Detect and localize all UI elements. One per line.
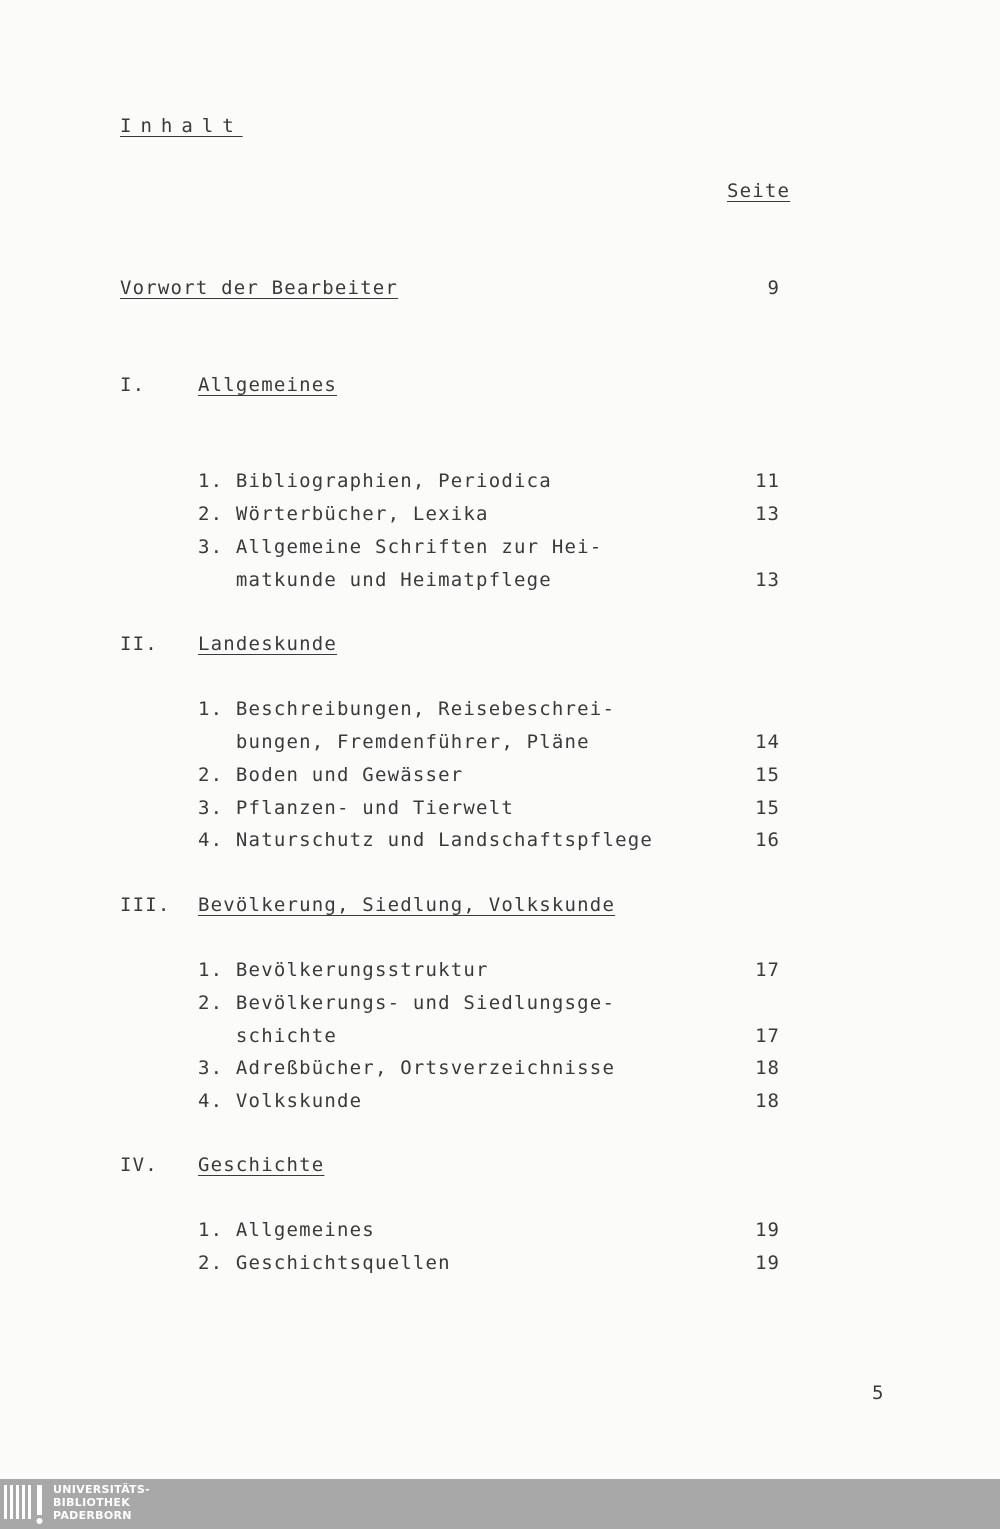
library-logo-text [53, 1483, 150, 1522]
section-title: Allgemeines [198, 374, 338, 396]
page-column-header: Seite [727, 180, 791, 202]
page-title: Inhalt [120, 115, 243, 137]
section-numeral: II. [120, 633, 158, 655]
logo-line: BIBLIOTHEK [53, 1496, 131, 1509]
toc-page: 15 [755, 797, 780, 819]
toc-page: 18 [755, 1057, 780, 1079]
library-footer [0, 1479, 1000, 1529]
section-numeral: IV. [120, 1154, 158, 1176]
toc-page: 19 [755, 1219, 780, 1241]
toc-entry: 1. Bibliographien, Periodica [198, 470, 552, 492]
toc-entry: 3. Allgemeine Schriften zur Hei- [198, 536, 603, 558]
preface-page: 9 [767, 277, 780, 299]
section-numeral: I. [120, 374, 146, 396]
toc-entry: 4. Naturschutz und Landschaftspflege [198, 829, 654, 851]
preface-entry: Vorwort der Bearbeiter [120, 277, 399, 299]
library-logo-icon [4, 1483, 46, 1525]
logo-line: PADERBORN [53, 1509, 132, 1522]
toc-entry: 4. Volkskunde [198, 1090, 363, 1112]
toc-page: 19 [755, 1252, 780, 1274]
toc-page: 17 [755, 959, 780, 981]
toc-entry-continuation: matkunde und Heimatpflege [198, 569, 552, 591]
section-numeral: III. [120, 894, 171, 916]
toc-page: 17 [755, 1025, 780, 1047]
page-number: 5 [872, 1382, 885, 1404]
section-title: Bevölkerung, Siedlung, Volkskunde [198, 894, 616, 916]
toc-page: 16 [755, 829, 780, 851]
logo-line: UNIVERSITÄTS- [53, 1483, 150, 1496]
toc-page: 13 [755, 503, 780, 525]
toc-entry: 2. Wörterbücher, Lexika [198, 503, 489, 525]
toc-entry-continuation: bungen, Fremdenführer, Pläne [198, 731, 590, 753]
toc-entry: 1. Beschreibungen, Reisebeschrei- [198, 698, 616, 720]
toc-page: 18 [755, 1090, 780, 1112]
section-title: Landeskunde [198, 633, 338, 655]
toc-entry-continuation: schichte [198, 1025, 338, 1047]
toc-page: 15 [755, 764, 780, 786]
toc-entry: 2. Geschichtsquellen [198, 1252, 451, 1274]
toc-entry: 3. Adreßbücher, Ortsverzeichnisse [198, 1057, 616, 1079]
toc-page: 13 [755, 569, 780, 591]
toc-entry: 1. Allgemeines [198, 1219, 375, 1241]
toc-entry: 1. Bevölkerungsstruktur [198, 959, 489, 981]
toc-entry: 2. Bevölkerungs- und Siedlungsge- [198, 992, 616, 1014]
toc-page: 14 [755, 731, 780, 753]
toc-entry: 3. Pflanzen- und Tierwelt [198, 797, 514, 819]
toc-entry: 2. Boden und Gewässer [198, 764, 464, 786]
section-title: Geschichte [198, 1154, 325, 1176]
toc-page: 11 [755, 470, 780, 492]
